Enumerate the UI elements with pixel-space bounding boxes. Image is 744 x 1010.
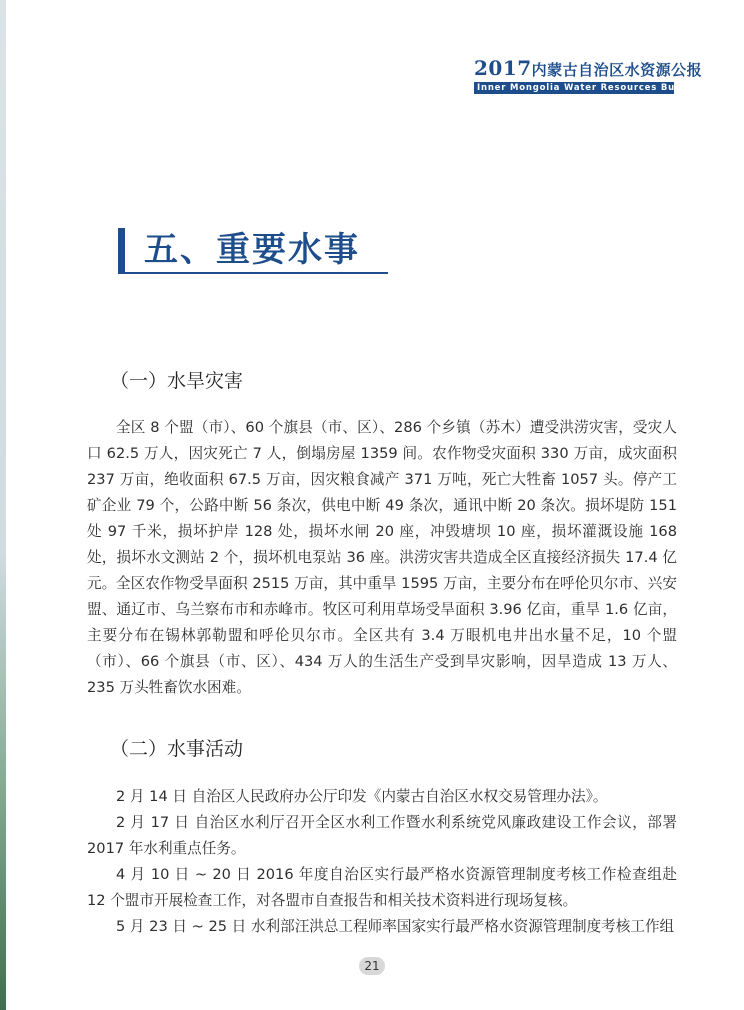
header-subtitle: Inner Mongolia Water Resources Bulletin xyxy=(474,82,674,94)
header-title-text: 内蒙古自治区水资源公报 xyxy=(531,61,703,79)
page-number: 21 xyxy=(359,957,385,975)
left-edge-strip xyxy=(0,0,6,1010)
chapter-underline xyxy=(125,272,388,274)
publication-header xyxy=(474,56,705,94)
paragraph-flood: 全区 8 个盟（市）、60 个旗县（市、区）、286 个乡镇（苏木）遭受洪涝灾害，受灾人口 62.5 万人，因灾死亡 7 人，倒塌房屋 1359 间。农作物受灾面积 330 万亩，成灾面积 237 万亩，绝收面积 67.5 万亩，因灾粮食减产 371 万吨，死亡大牲畜 1057 头。停产工矿企业 79 个，公路中断 56 条次，供电中断 49 条次，通讯中断 20 条次。损坏堤防 151 处 97 千米，损坏护岸 128 处，损坏水闸 20 座，冲毁塘坝 10 座，损坏灌溉设施 168 处，损坏水文测站 2 个，损坏机电泵站 36 座。洪涝灾害共造成全区直接经济损失 17.4 亿元。 xyxy=(87,419,677,592)
section-heading-events: （二）水事活动 xyxy=(110,738,244,760)
header-title xyxy=(474,56,703,80)
paragraph-event-4: 5 月 23 日 ~ 25 日 水利部汪洪总工程师率国家实行最严格水资源管理制度考核工作组 xyxy=(116,918,675,935)
header-year: 2017 xyxy=(474,56,532,80)
section-heading-disasters: （一）水旱灾害 xyxy=(110,370,244,392)
chapter-heading xyxy=(118,222,388,274)
paragraph-event-3: 4 月 10 日 ~ 20 日 2016 年度自治区实行最严格水资源管理制度考核工作检查组赴 12 个盟市开展检查工作，对各盟市自查报告和相关技术资料进行现场复核。 xyxy=(87,866,677,909)
paragraph-drought: 全区农作物受旱面积 2515 万亩，其中重旱 1595 万亩，主要分布在呼伦贝尔市、兴安盟、通辽市、乌兰察布市和赤峰市。牧区可利用草场受旱面积 3.96 亿亩，重旱 1.6 亿亩，主要分布在锡林郭勒盟和呼伦贝尔市。全区共有 3.4 万眼机电井出水量不足，10 个盟（市）、66 个旗县（市、区）、434 万人的生活生产受到旱灾影响，因旱造成 13 万人、235 万头牲畜饮水困难。 xyxy=(87,575,677,696)
paragraph-event-2: 2 月 17 日 自治区水利厅召开全区水利工作暨水利系统党风廉政建设工作会议，部署 2017 年水利重点任务。 xyxy=(87,814,677,857)
paragraph-event-1: 2 月 14 日 自治区人民政府办公厅印发《内蒙古自治区水权交易管理办法》。 xyxy=(116,788,608,805)
chapter-title: 五、重要水事 xyxy=(144,230,360,270)
chapter-accent-bar xyxy=(118,228,125,274)
